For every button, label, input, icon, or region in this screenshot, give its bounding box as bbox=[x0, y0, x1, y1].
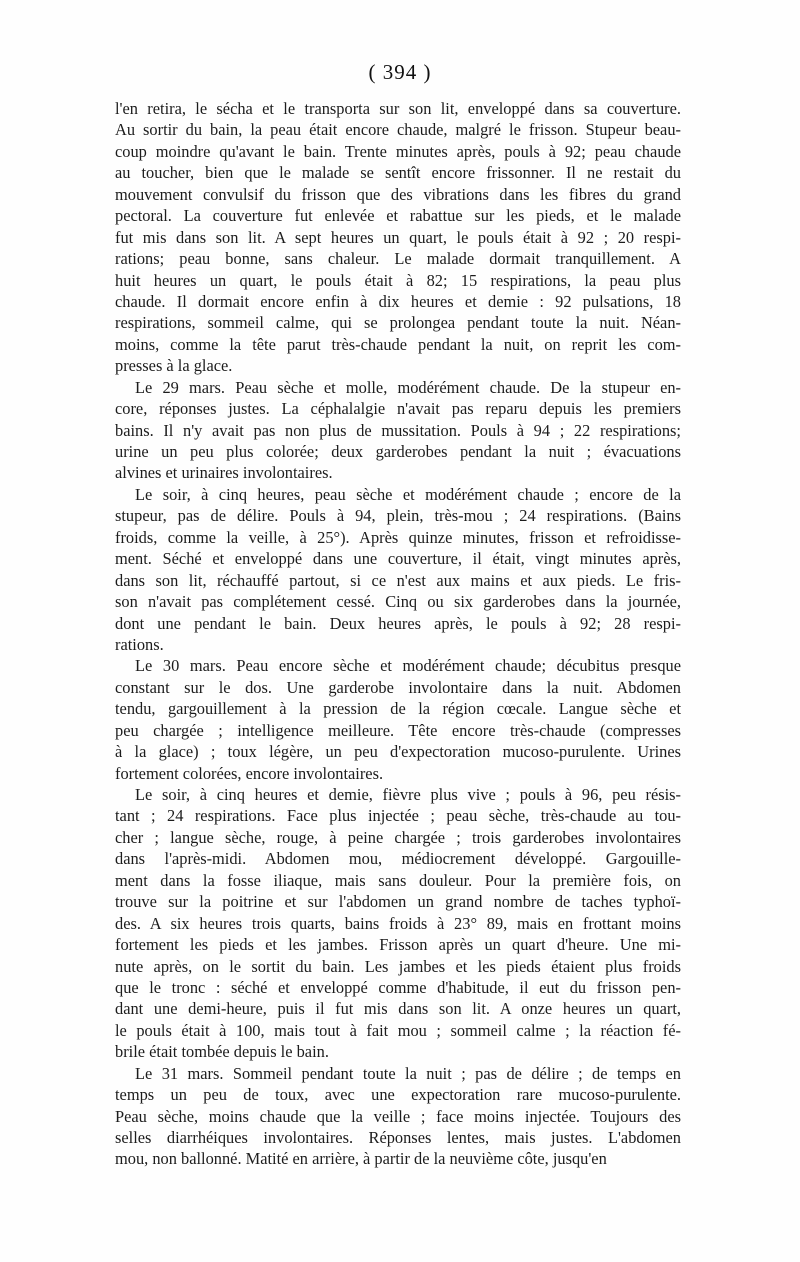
paragraph-march-30 bbox=[115, 655, 681, 784]
text-line: mouvement convulsif du frisson que des vibrations dans les fibres du grand bbox=[115, 184, 681, 204]
text-line: Peau sèche, moins chaude que la veille ; face moins injectée. Toujours des bbox=[115, 1106, 681, 1126]
text-line: rations; peau bonne, sans chaleur. Le malade dormait tranquillement. A bbox=[115, 249, 681, 269]
text-line: mou, non ballonné. Matité en arrière, à partir de la neuvième côte, jusqu'en bbox=[115, 1149, 607, 1169]
text-line: rations. bbox=[115, 634, 164, 654]
text-line: respirations, sommeil calme, qui se prolongea pendant toute la nuit. Néan- bbox=[115, 313, 681, 333]
text-line: fut mis dans son lit. A sept heures un quart, le pouls était à 92 ; 20 respi- bbox=[115, 227, 681, 247]
text-line: ment. Séché et enveloppé dans une couverture, il était, vingt minutes après, bbox=[115, 549, 681, 569]
text-line: selles diarrhéiques involontaires. Réponses lentes, mais justes. L'abdomen bbox=[115, 1128, 681, 1147]
text-line: chaude. Il dormait encore enfin à dix heures et demie : 92 pulsations, 18 bbox=[115, 291, 681, 311]
text-line: tant ; 24 respirations. Face plus injectée ; peau sèche, très-chaude au tou- bbox=[115, 806, 681, 826]
text-line: que le tronc : séché et enveloppé comme d'habitude, il eut du frisson pen- bbox=[115, 977, 681, 997]
text-line: moins, comme la tête parut très-chaude pendant la nuit, on reprit les com- bbox=[115, 334, 681, 354]
text-line: le pouls était à 100, mais tout à fait mou ; sommeil calme ; la réaction fé- bbox=[115, 1020, 681, 1040]
text-line: pectoral. La couverture fut enlevée et rabattue sur les pieds, et le malade bbox=[115, 206, 681, 226]
paragraph-march-29-evening bbox=[115, 484, 681, 656]
text-line: dant une demi-heure, puis il fut mis dans son lit. A onze heures un quart, bbox=[115, 999, 681, 1019]
text-line: huit heures un quart, le pouls était à 82; 15 respirations, la peau plus bbox=[115, 270, 681, 290]
text-line: Le soir, à cinq heures et demie, fièvre plus vive ; pouls à 96, peu résis- bbox=[135, 785, 681, 804]
text-line: son n'avait pas complétement cessé. Cinq ou six garderobes dans la journée, bbox=[115, 592, 681, 612]
text-line: Le 31 mars. Sommeil pendant toute la nuit ; pas de délire ; de temps en bbox=[135, 1063, 681, 1083]
text-line: des. A six heures trois quarts, bains froids à 23° 89, mais en frottant moins bbox=[115, 913, 681, 933]
text-line: froids, comme la veille, à 25°). Après quinze minutes, frisson et refroidisse- bbox=[115, 527, 681, 547]
text-line: cher ; langue sèche, rouge, à peine chargée ; trois garderobes involontaires bbox=[115, 827, 681, 847]
text-line: constant sur le dos. Une garderobe involontaire dans la nuit. Abdomen bbox=[115, 677, 681, 697]
page-number: ( 394 ) bbox=[368, 60, 432, 84]
text-line: peu chargée ; intelligence meilleure. Tête encore très-chaude (compresses bbox=[115, 720, 681, 740]
text-line: urine un peu plus colorée; deux garderobes pendant la nuit ; évacuations bbox=[115, 442, 681, 461]
text-line: Au sortir du bain, la peau était encore chaude, malgré le frisson. Stupeur beau- bbox=[115, 120, 681, 140]
text-line: dans l'après-midi. Abdomen mou, médiocrement développé. Gargouille- bbox=[115, 849, 681, 869]
text-line: stupeur, pas de délire. Pouls à 94, plein, très-mou ; 24 respirations. (Bains bbox=[115, 506, 681, 526]
text-line: dans son lit, réchauffé partout, si ce n'est aux mains et aux pieds. Le fris- bbox=[115, 570, 681, 590]
paragraph-continuation bbox=[115, 98, 681, 377]
body-text bbox=[115, 98, 681, 1170]
paragraph-march-31 bbox=[115, 1063, 681, 1170]
text-line: brile était tombée depuis le bain. bbox=[115, 1042, 329, 1062]
text-line: fortement les pieds et les jambes. Frisson après un quart d'heure. Une mi- bbox=[115, 935, 681, 955]
text-line: au toucher, bien que le malade se sentît encore frissonner. Il ne restait du bbox=[115, 163, 681, 183]
text-line: bains. Il n'y avait pas non plus de mussitation. Pouls à 94 ; 22 respirations; bbox=[115, 420, 681, 440]
text-line: trouve sur la poitrine et sur l'abdomen un grand nombre de taches typhoï- bbox=[115, 892, 681, 912]
paragraph-march-29 bbox=[115, 377, 681, 484]
text-line: Le 29 mars. Peau sèche et molle, modérément chaude. De la stupeur en- bbox=[135, 377, 681, 397]
text-line: dont une pendant le bain. Deux heures après, le pouls à 92; 28 respi- bbox=[115, 613, 681, 633]
text-line: nute après, on le sortit du bain. Les jambes et les pieds étaient plus froids bbox=[115, 956, 681, 976]
text-line: tendu, gargouillement à la pression de la région cœcale. Langue sèche et bbox=[115, 699, 681, 719]
text-line: coup moindre qu'avant le bain. Trente minutes après, pouls à 92; peau chaude bbox=[115, 141, 681, 161]
text-line: fortement colorées, encore involontaires. bbox=[115, 763, 384, 783]
text-line: ment dans la fosse iliaque, mais sans douleur. Pour la première fois, on bbox=[115, 870, 681, 890]
paragraph-march-30-evening bbox=[115, 784, 681, 1063]
text-line: Le soir, à cinq heures, peau sèche et modérément chaude ; encore de la bbox=[135, 484, 681, 504]
text-line: alvines et urinaires involontaires. bbox=[115, 463, 333, 483]
text-line: temps un peu de toux, avec une expectoration rare mucoso-purulente. bbox=[115, 1085, 681, 1105]
text-line: presses à la glace. bbox=[115, 356, 233, 376]
text-line: Le 30 mars. Peau encore sèche et modérément chaude; décubitus presque bbox=[135, 656, 681, 676]
text-line: à la glace) ; toux légère, un peu d'expectoration mucoso-purulente. Urines bbox=[115, 742, 681, 762]
text-line: core, réponses justes. La céphalalgie n'avait pas reparu depuis les premiers bbox=[115, 399, 681, 419]
text-line: l'en retira, le sécha et le transporta sur son lit, enveloppé dans sa couverture. bbox=[115, 99, 681, 118]
